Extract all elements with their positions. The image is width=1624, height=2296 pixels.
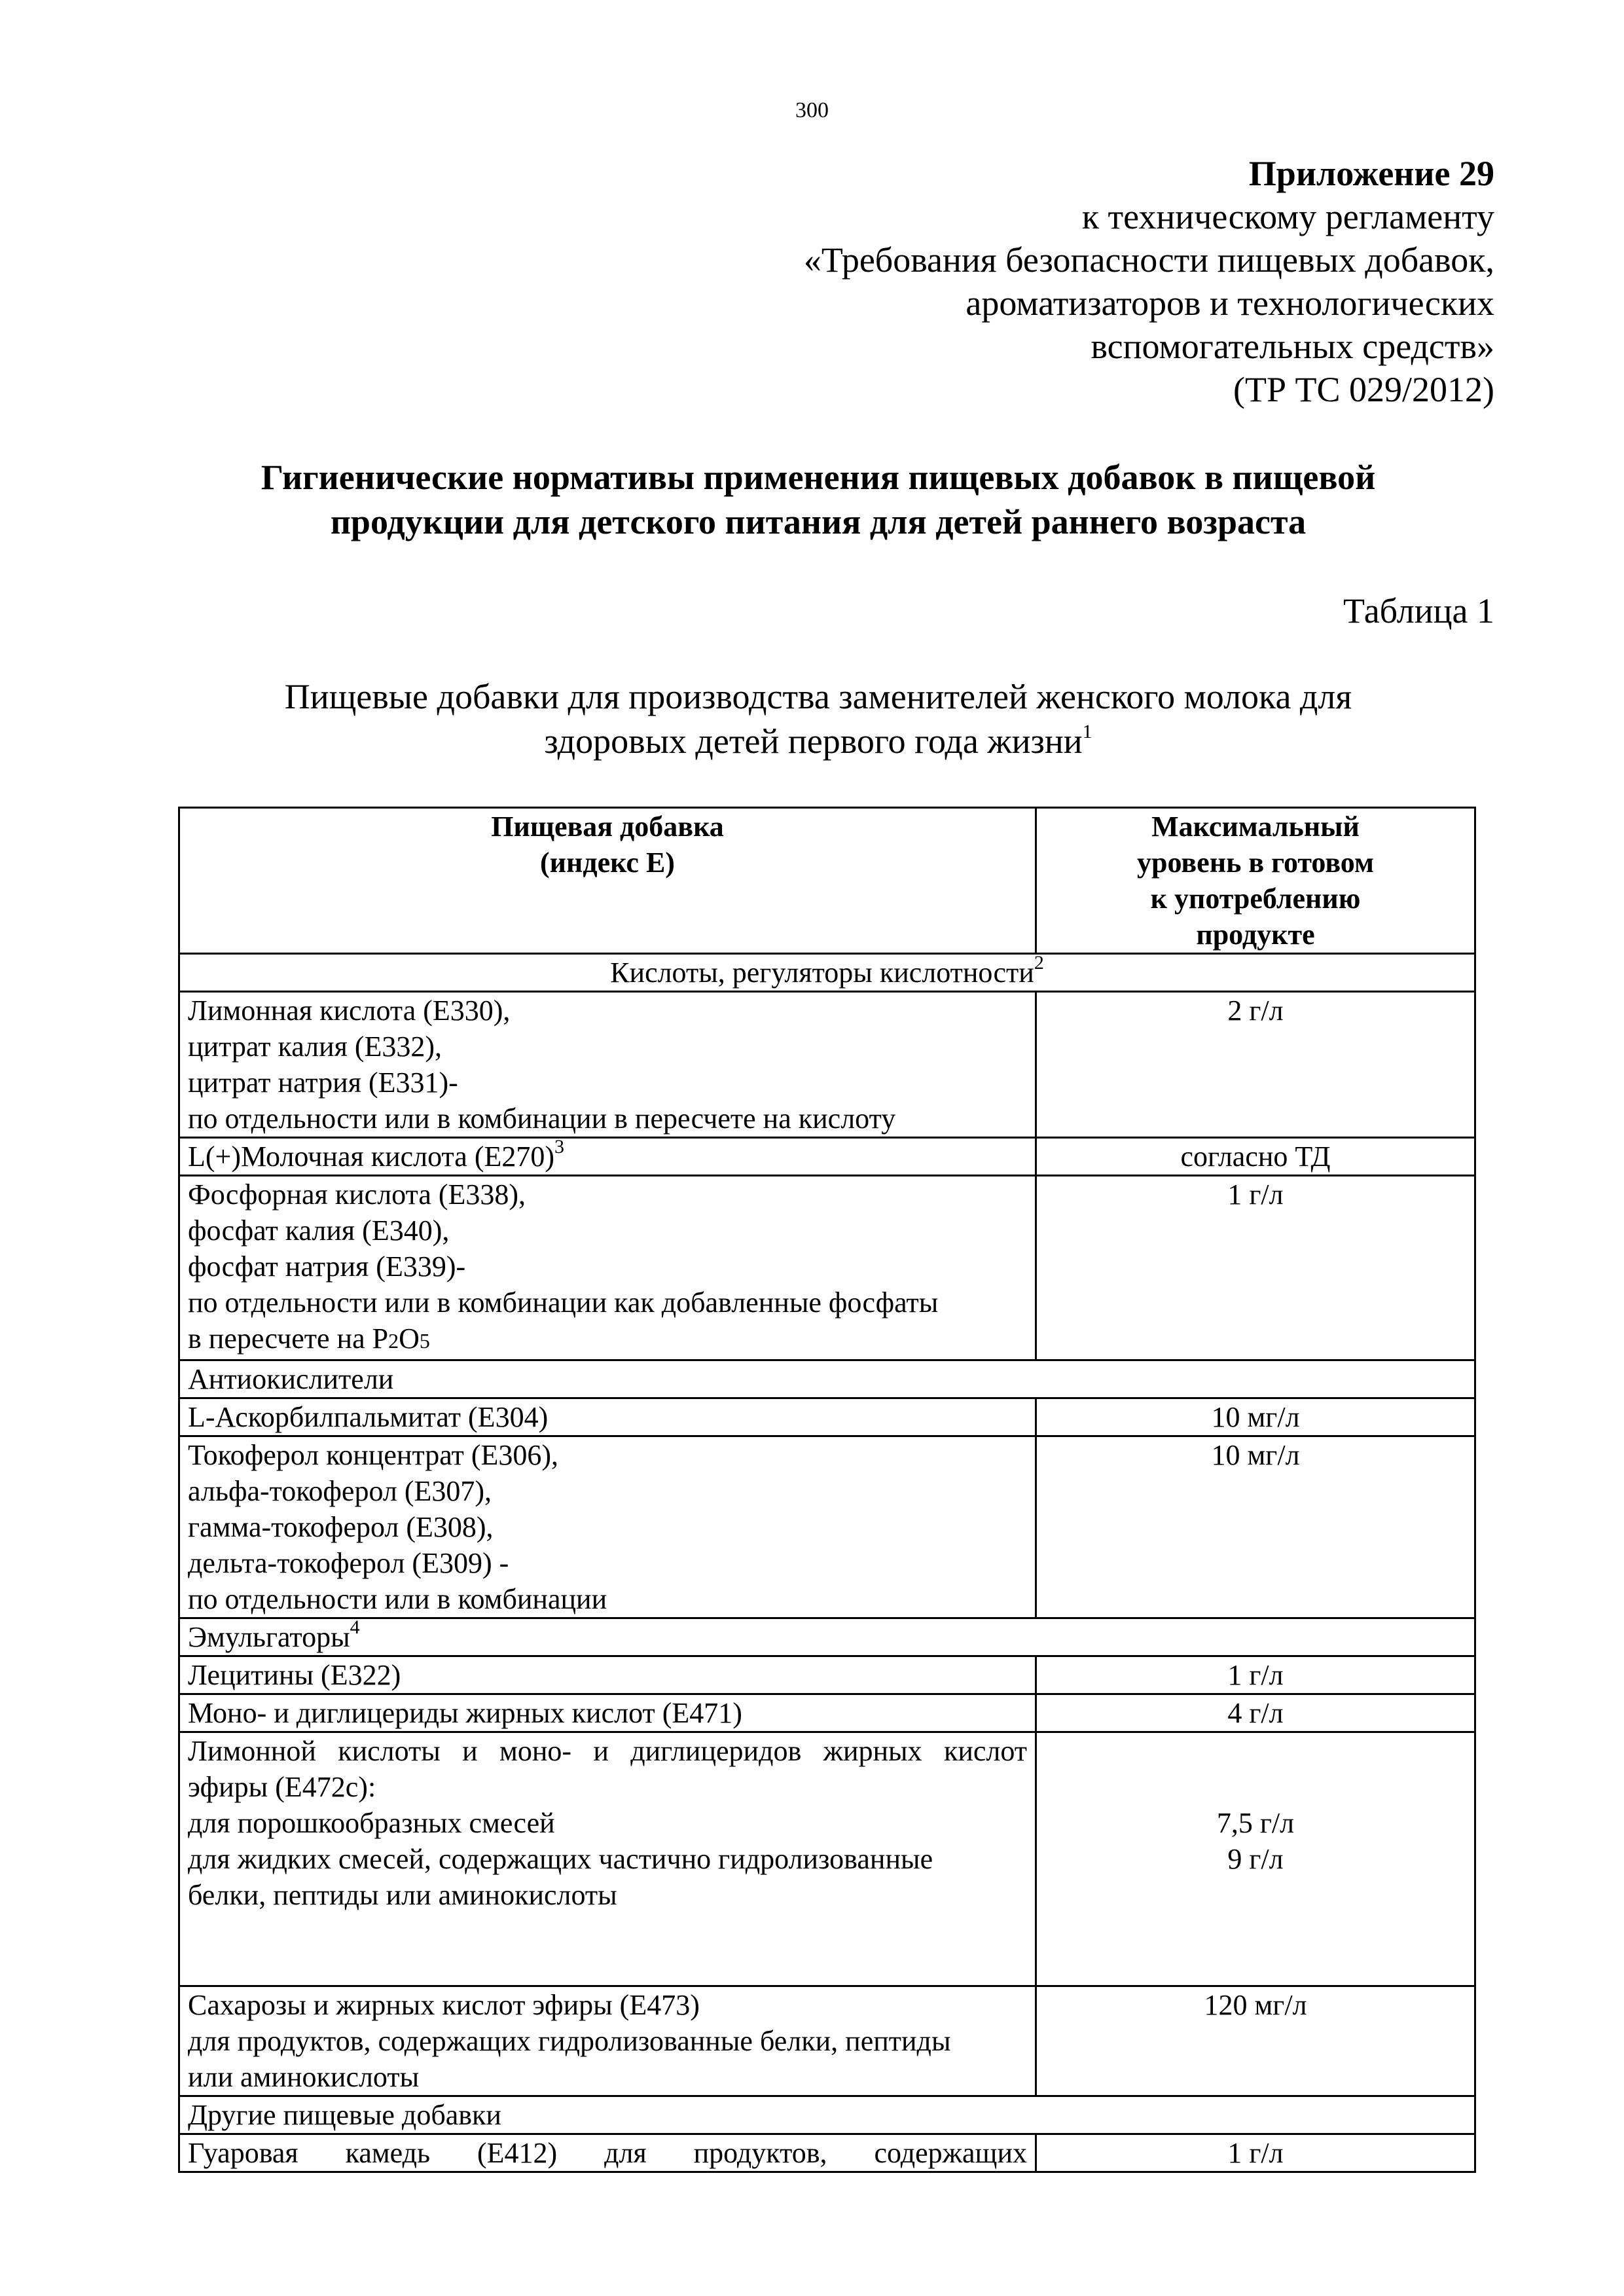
- section-emulsifiers: Эмульгаторы$^4$: [179, 1618, 1475, 1656]
- table-caption: [177, 674, 1460, 763]
- table-row: [179, 1138, 1475, 1176]
- max-level-cell: 10 мг/л: [1036, 1398, 1475, 1436]
- table-caption-line: [177, 719, 1460, 763]
- table-row: [179, 992, 1475, 1138]
- appendix-line: (ТР ТС 029/2012): [1233, 370, 1494, 409]
- max-level-cell: 4 г/л: [1036, 1694, 1475, 1732]
- document-title-line: продукции для детского питания для детей раннего возраста: [330, 502, 1307, 541]
- section-acids: Кислоты, регуляторы кислотности$^2$: [179, 954, 1475, 992]
- additive-cell: L-Аскорбилпальмитат (Е304): [179, 1398, 1036, 1436]
- table-row: [179, 2134, 1475, 2172]
- appendix-title: Приложение 29: [1248, 154, 1494, 193]
- additive-cell: Гуаровая камедь (Е412) для продуктов, содержащих: [179, 2134, 1036, 2172]
- table-row: [179, 1436, 1475, 1618]
- additive-cell: Лимонной кислоты и моно- и диглицеридов жирных кислот эфиры (Е472с): для порошкообразных смесей для жидких смесей, содержащих частично гидролизованные белки, пептиды или аминокислоты: [179, 1732, 1036, 1986]
- table-row: [179, 1176, 1475, 1360]
- footnote-ref: 4: [350, 1616, 360, 1639]
- footnote-ref: 3: [554, 1136, 565, 1158]
- max-level-cell: 1 г/л: [1036, 1656, 1475, 1694]
- additives-table: [178, 807, 1476, 2173]
- additive-cell: L(+)Молочная кислота $(Е270)^3$: [179, 1138, 1036, 1176]
- max-level-cell: 1 г/л: [1036, 1176, 1475, 1360]
- appendix-heading: [804, 152, 1494, 411]
- max-level-cell: 7,5 г/л 9 г/л: [1036, 1732, 1475, 1986]
- footnote-ref: 1: [1082, 721, 1092, 742]
- max-level-cell: согласно ТД: [1036, 1138, 1475, 1176]
- appendix-line: ароматизаторов и технологических: [965, 283, 1494, 323]
- additive-cell: Лецитины (Е322): [179, 1656, 1036, 1694]
- table-header-row: [179, 808, 1475, 954]
- appendix-line: к техническому регламенту: [1081, 197, 1494, 236]
- max-level-cell: 2 г/л: [1036, 992, 1475, 1138]
- max-level-cell: 10 мг/л: [1036, 1436, 1475, 1618]
- document-title-line: Гигиенические нормативы применения пищевых добавок в пищевой: [261, 458, 1376, 497]
- table-row: [179, 1732, 1475, 1986]
- additive-cell: Фосфорная кислота (Е338), фосфат калия (Е340), фосфат натрия (Е339)- по отдельности или в комбинации как добавленные фосфаты в пересчете на P2O5: [179, 1176, 1036, 1360]
- max-level-cell: 1 г/л: [1036, 2134, 1475, 2172]
- table-label: Таблица 1: [1343, 591, 1494, 630]
- section-row: [179, 1360, 1475, 1398]
- footnote-ref: 2: [1034, 952, 1044, 974]
- additive-cell: Токоферол концентрат (Е306), альфа-токоферол (Е307), гамма-токоферол (Е308), дельта-токоферол (Е309) - по отдельности или в комбинации: [179, 1436, 1036, 1618]
- table-row: [179, 1398, 1475, 1436]
- table-row: [179, 1986, 1475, 2096]
- table-row: [179, 1656, 1475, 1694]
- section-row: [179, 954, 1475, 992]
- max-level-cell: 120 мг/л: [1036, 1986, 1475, 2096]
- table-row: [179, 1694, 1475, 1732]
- page-number: 300: [795, 98, 829, 122]
- table-caption-line: Пищевые добавки для производства заменителей женского молока для: [284, 677, 1352, 716]
- section-antioxidants: Антиокислители: [179, 1360, 1475, 1398]
- header-max-level: Максимальный уровень в готовом к употреблению продукте: [1036, 808, 1475, 954]
- additive-cell: Моно- и диглицериды жирных кислот (Е471): [179, 1694, 1036, 1732]
- section-other: Другие пищевые добавки: [179, 2096, 1475, 2134]
- additive-cell: Лимонная кислота (Е330), цитрат калия (Е332), цитрат натрия (Е331)- по отдельности или в комбинации в пересчете на кислоту: [179, 992, 1036, 1138]
- appendix-line: вспомогательных средств»: [1091, 327, 1494, 366]
- additive-cell: Сахарозы и жирных кислот эфиры (Е473) для продуктов, содержащих гидролизованные белки, пептиды или аминокислоты: [179, 1986, 1036, 2096]
- document-title: [177, 455, 1460, 544]
- appendix-line: «Требования безопасности пищевых добавок,: [803, 240, 1494, 280]
- table-caption-text: здоровых детей первого года жизни: [544, 721, 1083, 761]
- header-additive: Пищевая добавка (индекс Е): [179, 808, 1036, 954]
- section-row: [179, 2096, 1475, 2134]
- section-row: [179, 1618, 1475, 1656]
